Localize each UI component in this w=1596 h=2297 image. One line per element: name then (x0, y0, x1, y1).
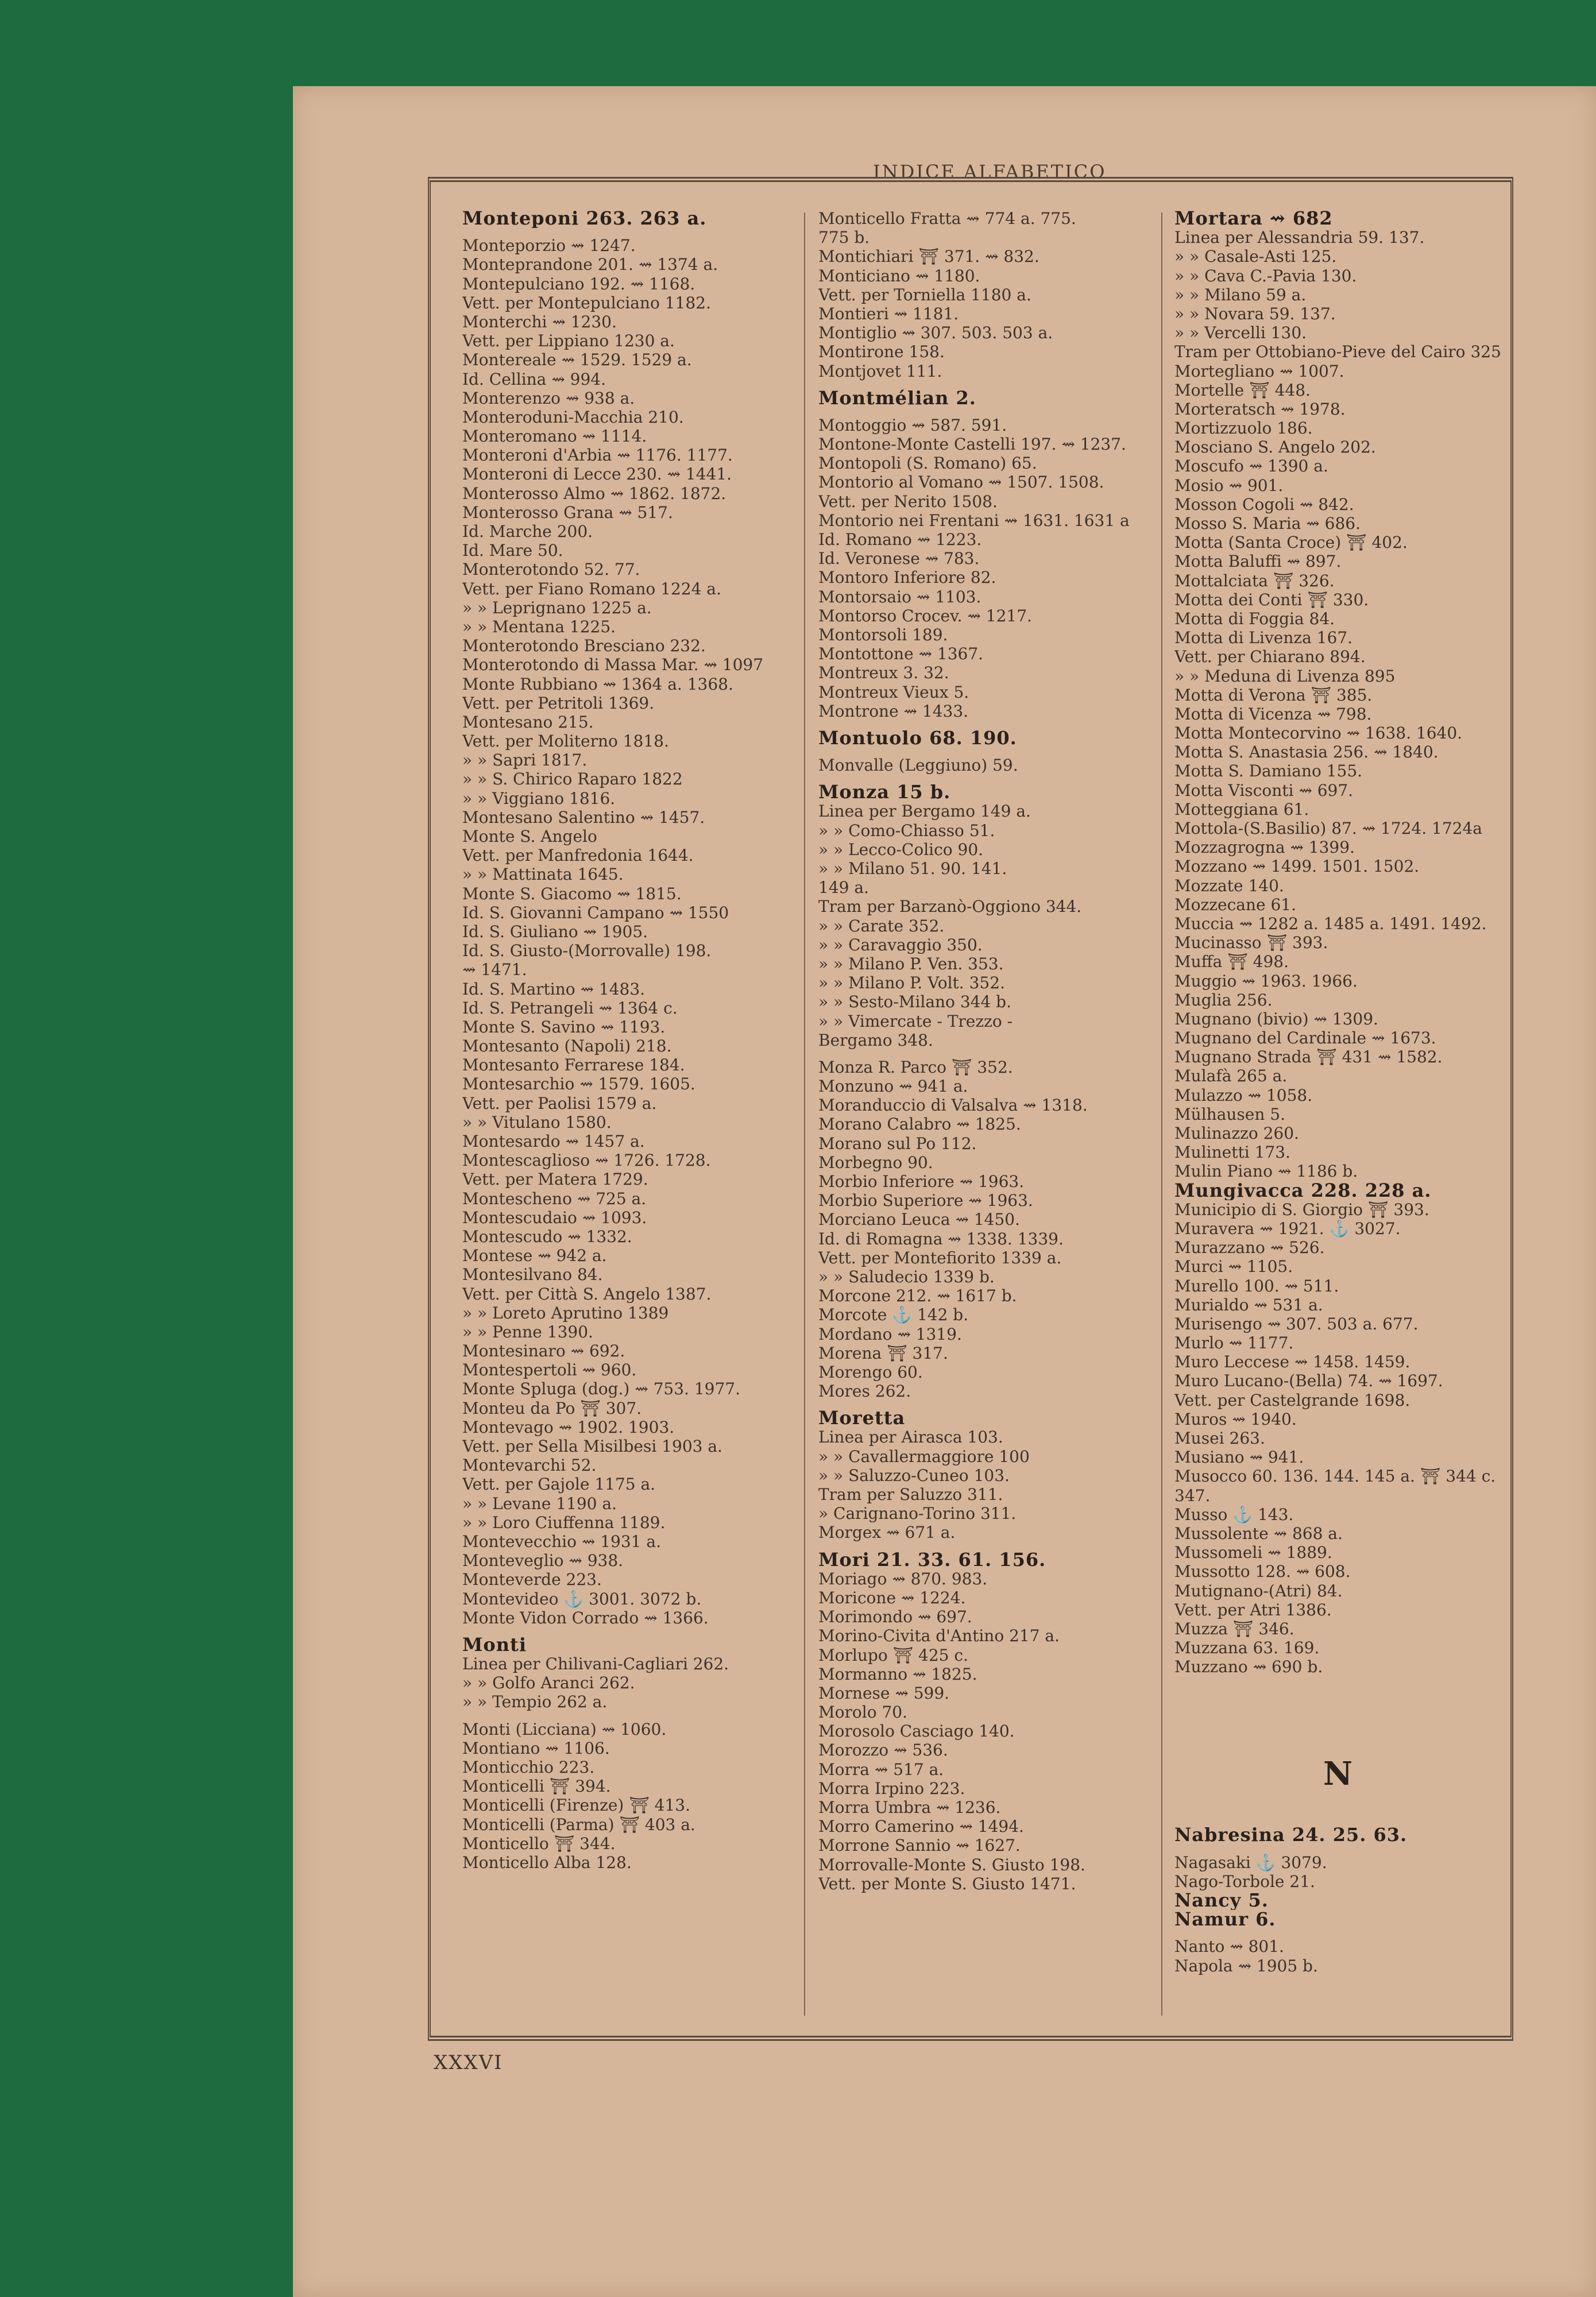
index-entry: Nagasaki ⚓ 3079. (1174, 1853, 1327, 1872)
index-entry: Montoggio ⇝ 587. 591. (818, 415, 1007, 435)
index-entry: » » Levane 1190 a. (462, 1494, 617, 1513)
index-entry: Musocco 60. 136. 144. 145 a. ⛩ 344 c. (1174, 1467, 1496, 1486)
index-entry: Municipio di S. Giorgio ⛩ 393. (1174, 1200, 1429, 1219)
index-entry: Mussotto 128. ⇝ 608. (1174, 1562, 1351, 1581)
index-entry: Linea per Chilivani-Cagliari 262. (462, 1654, 729, 1674)
index-entry: Motta Visconti ⇝ 697. (1174, 780, 1354, 800)
index-entry: Mosciano S. Angelo 202. (1174, 438, 1376, 457)
index-entry: Vett. per Manfredonia 1644. (462, 846, 694, 865)
index-entry: Morciano Leuca ⇝ 1450. (818, 1210, 1021, 1229)
index-entry: Moranduccio di Valsalva ⇝ 1318. (818, 1096, 1088, 1115)
index-entry: Vett. per Nerito 1508. (818, 492, 998, 511)
index-entry: Montreux 3. 32. (818, 663, 949, 683)
index-entry: Mozzagrogna ⇝ 1399. (1174, 838, 1355, 857)
index-entry: Morgex ⇝ 671 a. (818, 1523, 956, 1542)
index-entry: Morbegno 90. (818, 1153, 933, 1172)
index-entry: Monticchio 223. (462, 1758, 595, 1777)
index-column-1 (462, 209, 763, 1872)
index-entry: Montepulciano 192. ⇝ 1168. (462, 274, 695, 293)
index-entry: Morena ⛩ 317. (818, 1343, 948, 1363)
index-entry: Napola ⇝ 1905 b. (1174, 1956, 1318, 1975)
index-entry: Vett. per Moliterno 1818. (462, 732, 669, 751)
index-entry: Montjovet 111. (818, 361, 942, 381)
index-entry: Vett. per Lippiano 1230 a. (462, 331, 675, 351)
index-entry: Motta Baluffi ⇝ 897. (1174, 552, 1342, 571)
index-entry: Mutignano-(Atri) 84. (1174, 1581, 1343, 1600)
index-entry: Montescaglioso ⇝ 1726. 1728. (462, 1151, 711, 1170)
index-entry: Id. Mare 50. (462, 541, 563, 560)
index-entry: Mülhausen 5. (1174, 1104, 1286, 1124)
index-entry: » » Como-Chiasso 51. (818, 821, 995, 840)
spacer (818, 775, 1130, 783)
index-entry: Linea per Airasca 103. (818, 1428, 1003, 1447)
index-entry: Mulinazzo 260. (1174, 1124, 1299, 1143)
index-entry: Monticelli (Parma) ⛩ 403 a. (462, 1815, 695, 1834)
spacer (1174, 1845, 1501, 1853)
index-entry: Motta di Verona ⛩ 385. (1174, 685, 1373, 705)
index-entry: Montreux Vieux 5. (818, 682, 969, 702)
index-entry: Montescheno ⇝ 725 a. (462, 1189, 647, 1208)
index-entry: Motteggiana 61. (1174, 799, 1309, 819)
index-entry: Monte S. Angelo (462, 827, 597, 846)
index-entry: Monteporzio ⇝ 1247. (462, 236, 636, 256)
index-entry: Monticelli ⛩ 394. (462, 1777, 611, 1796)
index-entry: Mulin Piano ⇝ 1186 b. (1174, 1162, 1358, 1181)
index-entry: Nago-Torbole 21. (1174, 1871, 1315, 1891)
index-entry: Montesano Salentino ⇝ 1457. (462, 807, 705, 827)
index-entry: Montoro Inferiore 82. (818, 568, 996, 587)
index-entry: Mugnano Strada ⛩ 431 ⇝ 1582. (1174, 1047, 1443, 1067)
index-heading: Montuolo 68. 190. (818, 728, 1017, 748)
index-entry: Monticello Alba 128. (462, 1853, 632, 1872)
index-entry: » » Mentana 1225. (462, 617, 616, 636)
index-entry: Montrone ⇝ 1433. (818, 701, 969, 721)
index-entry: Monticelli (Firenze) ⛩ 413. (462, 1796, 691, 1815)
index-entry: Monte Rubbiano ⇝ 1364 a. 1368. (462, 674, 733, 694)
index-entry: » » Milano P. Volt. 352. (818, 973, 1005, 993)
index-entry: Monterchi ⇝ 1230. (462, 312, 617, 331)
index-entry: Morra Umbra ⇝ 1236. (818, 1798, 1001, 1817)
spacer (818, 1050, 1130, 1058)
index-entry: Montescudaio ⇝ 1093. (462, 1208, 647, 1227)
spacer (818, 1401, 1130, 1409)
index-entry: Montorso Crocev. ⇝ 1217. (818, 606, 1032, 625)
index-entry: Morino-Civita d'Antino 217 a. (818, 1626, 1060, 1646)
index-entry: Montescudo ⇝ 1332. (462, 1227, 632, 1246)
index-entry: Morozzo ⇝ 536. (818, 1741, 948, 1760)
index-entry: Id. Romano ⇝ 1223. (818, 530, 982, 549)
index-entry: » » Milano 51. 90. 141. (818, 859, 1007, 878)
index-entry: Mortelle ⛩ 448. (1174, 380, 1311, 400)
index-entry: » » Vimercate - Trezzo - (818, 1011, 1013, 1031)
index-entry: » » Carate 352. (818, 916, 945, 935)
index-entry: Montesardo ⇝ 1457 a. (462, 1132, 645, 1151)
spacer (818, 1542, 1130, 1550)
index-entry: Motta S. Damiano 155. (1174, 761, 1363, 781)
column-divider (1161, 212, 1162, 2016)
index-entry: Montirone 158. (818, 342, 945, 362)
index-entry: Muccia ⇝ 1282 a. 1485 a. 1491. 1492. (1174, 914, 1487, 933)
index-entry: ⇝ 1471. (462, 960, 527, 980)
index-entry: » » Milano P. Ven. 353. (818, 954, 1004, 973)
index-entry: Monteveglio ⇝ 938. (462, 1551, 624, 1571)
index-entry: Morbio Superiore ⇝ 1963. (818, 1191, 1033, 1211)
index-entry: Linea per Bergamo 149 a. (818, 802, 1031, 821)
index-entry: Murci ⇝ 1105. (1174, 1257, 1293, 1277)
index-heading: Moretta (818, 1409, 906, 1428)
index-entry: Morrone Sannio ⇝ 1627. (818, 1836, 1021, 1855)
index-entry: Morlupo ⛩ 425 c. (818, 1645, 968, 1665)
index-entry: Motta di Livenza 167. (1174, 628, 1353, 648)
index-entry: Murlo ⇝ 1177. (1174, 1333, 1294, 1353)
index-entry: » » Penne 1390. (462, 1322, 593, 1341)
index-entry: Id. Veronese ⇝ 783. (818, 549, 980, 569)
index-entry: Morimondo ⇝ 697. (818, 1607, 972, 1627)
index-entry: Morcone 212. ⇝ 1617 b. (818, 1286, 1017, 1306)
index-entry: Morano sul Po 112. (818, 1134, 977, 1153)
index-entry: Morro Camerino ⇝ 1494. (818, 1817, 1024, 1836)
index-entry: Mortizzuolo 186. (1174, 419, 1313, 438)
index-entry: Monzuno ⇝ 941 a. (818, 1077, 968, 1096)
index-entry: Mosio ⇝ 901. (1174, 475, 1284, 495)
index-entry: Montesarchio ⇝ 1579. 1605. (462, 1074, 695, 1094)
index-entry: Muzza ⛩ 346. (1174, 1619, 1294, 1638)
index-entry: » » Sesto-Milano 344 b. (818, 992, 1011, 1012)
index-entry: Id. di Romagna ⇝ 1338. 1339. (818, 1229, 1064, 1248)
page-number: XXXVI (434, 2051, 503, 2074)
index-column-2 (818, 209, 1130, 1893)
index-entry: Montesano 215. (462, 712, 594, 732)
index-column-3 (1174, 209, 1501, 1975)
index-entry: Morosolo Casciago 140. (818, 1722, 1015, 1741)
index-entry: Mosson Cogoli ⇝ 842. (1174, 494, 1354, 514)
index-entry: Moriago ⇝ 870. 983. (818, 1569, 988, 1588)
index-entry: Montone-Monte Castelli 197. ⇝ 1237. (818, 435, 1126, 454)
index-entry: » » Mattinata 1645. (462, 865, 624, 884)
index-entry: Mugnano (bivio) ⇝ 1309. (1174, 1009, 1378, 1028)
index-entry: Motta di Foggia 84. (1174, 609, 1335, 628)
index-entry: Montieri ⇝ 1181. (818, 304, 959, 323)
spacer (1174, 1797, 1501, 1826)
index-entry: » Carignano-Torino 311. (818, 1504, 1017, 1523)
spacer (818, 408, 1130, 416)
index-entry: Vett. per Matera 1729. (462, 1170, 648, 1189)
index-entry: Monterotondo di Massa Mar. ⇝ 1097 (462, 655, 764, 675)
index-heading: Mortara ⇝ 682 (1174, 209, 1333, 229)
index-entry: Motta S. Anastasia 256. ⇝ 1840. (1174, 743, 1439, 762)
index-entry: Montesanto Ferrarese 184. (462, 1055, 685, 1075)
index-entry: Montespertoli ⇝ 960. (462, 1360, 637, 1380)
index-entry: » » Caravaggio 350. (818, 935, 983, 954)
index-entry: Monteverde 223. (462, 1570, 602, 1590)
index-entry: Montiglio ⇝ 307. 503. 503 a. (818, 323, 1053, 343)
spacer (462, 1627, 763, 1635)
index-entry: Monticiano ⇝ 1180. (818, 266, 980, 285)
column-divider (804, 212, 805, 2016)
index-entry: » » Cava C.-Pavia 130. (1174, 266, 1357, 285)
index-entry: Montorsoli 189. (818, 625, 948, 644)
index-entry: Muggio ⇝ 1963. 1966. (1174, 971, 1358, 991)
index-entry: Monti (Licciana) ⇝ 1060. (462, 1719, 667, 1739)
index-entry: Montevarchi 52. (462, 1456, 597, 1475)
index-entry: » » Lecco-Colico 90. (818, 840, 984, 859)
index-entry: Id. S. Giusto-(Morrovalle) 198. (462, 941, 712, 961)
index-entry: » » Tempio 262 a. (462, 1692, 608, 1712)
index-entry: » » Casale-Asti 125. (1174, 247, 1337, 266)
index-entry: Mugnano del Cardinale ⇝ 1673. (1174, 1028, 1436, 1048)
spacer (818, 721, 1130, 729)
index-entry: Monte Vidon Corrado ⇝ 1366. (462, 1608, 709, 1627)
index-heading: Mungivacca 228. 228 a. (1174, 1181, 1432, 1200)
index-entry: Monza R. Parco ⛩ 352. (818, 1057, 1013, 1077)
index-entry: » » S. Chirico Raparo 1822 (462, 769, 683, 789)
index-entry: » » Saluzzo-Cuneo 103. (818, 1465, 1010, 1485)
index-entry: Muros ⇝ 1940. (1174, 1409, 1297, 1429)
index-entry: Vett. per Castelgrande 1698. (1174, 1390, 1410, 1410)
index-entry: Monvalle (Leggiuno) 59. (818, 756, 1018, 775)
index-entry: » » Saludecio 1339 b. (818, 1267, 995, 1286)
index-entry: Monteromano ⇝ 1114. (462, 427, 647, 446)
index-entry: Monte Spluga (dog.) ⇝ 753. 1977. (462, 1379, 741, 1399)
index-entry: Monterosso Almo ⇝ 1862. 1872. (462, 484, 726, 503)
index-entry: Montevago ⇝ 1902. 1903. (462, 1417, 675, 1437)
index-entry: » » Vitulano 1580. (462, 1112, 612, 1132)
index-entry: Mussomeli ⇝ 1889. (1174, 1543, 1332, 1563)
index-entry: Id. S. Petrangeli ⇝ 1364 c. (462, 998, 678, 1018)
page-header: INDICE ALFABETICO (873, 161, 1107, 183)
index-heading: Nancy 5. (1174, 1891, 1269, 1911)
spacer (462, 1712, 763, 1720)
index-heading: Montmélian 2. (818, 388, 976, 408)
index-entry: Vett. per Atri 1386. (1174, 1600, 1332, 1619)
index-entry: 149 a. (818, 878, 869, 898)
index-entry: Vett. per Montepulciano 1182. (462, 293, 711, 312)
index-heading: Monteponi 263. 263 a. (462, 209, 707, 229)
index-entry: Tram per Ottobiano-Pieve del Cairo 325 (1174, 342, 1501, 362)
index-entry: Id. Cellina ⇝ 994. (462, 369, 606, 389)
index-entry: » » Loreto Aprutino 1389 (462, 1303, 669, 1322)
index-entry: Musiano ⇝ 941. (1174, 1448, 1304, 1467)
index-entry: Monteroduni-Macchia 210. (462, 407, 684, 427)
index-entry: Vett. per Chiarano 894. (1174, 647, 1366, 667)
index-entry: Murazzano ⇝ 526. (1174, 1238, 1325, 1258)
index-entry: Muffa ⛩ 498. (1174, 952, 1289, 972)
index-entry: » » Viggiano 1816. (462, 788, 616, 808)
index-entry: Vett. per Petritoli 1369. (462, 693, 655, 713)
spacer (818, 381, 1130, 389)
index-entry: Murialdo ⇝ 531 a. (1174, 1295, 1323, 1314)
index-heading: Mori 21. 33. 61. 156. (818, 1550, 1046, 1569)
index-entry: » » Cavallermaggiore 100 (818, 1447, 1030, 1466)
index-entry: Morbio Inferiore ⇝ 1963. (818, 1172, 1025, 1191)
index-entry: Monte S. Giacomo ⇝ 1815. (462, 884, 682, 903)
index-entry: Monterosso Grana ⇝ 517. (462, 502, 673, 522)
index-entry: Mornese ⇝ 599. (818, 1683, 950, 1703)
index-entry: Montesilvano 84. (462, 1265, 603, 1285)
index-entry: Monterotondo Bresciano 232. (462, 636, 706, 656)
index-entry: Montichiari ⛩ 371. ⇝ 832. (818, 247, 1039, 266)
index-entry: Mottola-(S.Basilio) 87. ⇝ 1724. 1724a (1174, 819, 1482, 838)
index-entry: Montopoli (S. Romano) 65. (818, 454, 1037, 473)
index-entry: Musso ⚓ 143. (1174, 1505, 1294, 1524)
index-entry: Monteu da Po ⛩ 307. (462, 1398, 642, 1418)
index-entry: Muro Leccese ⇝ 1458. 1459. (1174, 1352, 1410, 1372)
index-entry: Monticello Fratta ⇝ 774 a. 775. (818, 209, 1076, 228)
index-entry: Muzzano ⇝ 690 b. (1174, 1657, 1323, 1677)
index-entry: Vett. per Torniella 1180 a. (818, 285, 1031, 304)
index-entry: » » Milano 59 a. (1174, 285, 1307, 304)
index-entry: Muro Lucano-(Bella) 74. ⇝ 1697. (1174, 1371, 1443, 1391)
index-entry: Vett. per Paolisi 1579 a. (462, 1093, 657, 1113)
index-entry: Motta dei Conti ⛩ 330. (1174, 590, 1369, 609)
index-entry: » » Novara 59. 137. (1174, 304, 1336, 323)
index-entry: » » Meduna di Livenza 895 (1174, 666, 1396, 686)
index-entry: Nanto ⇝ 801. (1174, 1937, 1284, 1956)
index-entry: Mordano ⇝ 1319. (818, 1324, 962, 1344)
index-entry: Id. S. Giovanni Campano ⇝ 1550 (462, 903, 729, 922)
index-entry: Linea per Alessandria 59. 137. (1174, 228, 1425, 248)
index-entry: Vett. per Città S. Angelo 1387. (462, 1284, 712, 1304)
spacer (818, 748, 1130, 756)
index-entry: Mozzano ⇝ 1499. 1501. 1502. (1174, 857, 1420, 876)
index-entry: Bergamo 348. (818, 1030, 933, 1050)
index-entry: Morteratsch ⇝ 1978. (1174, 399, 1346, 419)
index-entry: Mulafà 265 a. (1174, 1066, 1288, 1086)
index-entry: Moscufo ⇝ 1390 a. (1174, 457, 1328, 476)
index-entry: Monteroni di Lecce 230. ⇝ 1441. (462, 465, 732, 484)
index-entry: Motta Montecorvino ⇝ 1638. 1640. (1174, 724, 1463, 743)
index-entry: Mortegliano ⇝ 1007. (1174, 361, 1344, 381)
index-heading: Namur 6. (1174, 1910, 1276, 1929)
index-entry: Monteroni d'Arbia ⇝ 1176. 1177. (462, 446, 733, 465)
index-entry: Vett. per Sella Misilbesi 1903 a. (462, 1437, 722, 1456)
spacer (1174, 1676, 1501, 1751)
index-entry: Morrovalle-Monte S. Giusto 198. (818, 1855, 1085, 1874)
index-entry: Vett. per Gajole 1175 a. (462, 1475, 656, 1494)
index-entry: Mussolente ⇝ 868 a. (1174, 1523, 1343, 1543)
index-entry: Mottalciata ⛩ 326. (1174, 571, 1335, 590)
index-entry: Morano Calabro ⇝ 1825. (818, 1115, 1021, 1134)
index-entry: Muravera ⇝ 1921. ⚓ 3027. (1174, 1219, 1401, 1238)
index-entry: Moricone ⇝ 1224. (818, 1588, 966, 1607)
index-entry: Morra Irpino 223. (818, 1778, 965, 1798)
index-entry: Montiano ⇝ 1106. (462, 1738, 610, 1758)
index-entry: Monte S. Savino ⇝ 1193. (462, 1017, 666, 1037)
index-entry: Tram per Saluzzo 311. (818, 1485, 1003, 1504)
index-entry: Muglia 256. (1174, 990, 1273, 1010)
index-entry: 347. (1174, 1486, 1211, 1505)
index-entry: » » Golfo Aranci 262. (462, 1673, 635, 1693)
index-entry: Vett. per Monte S. Giusto 1471. (818, 1874, 1076, 1893)
index-entry: Murisengo ⇝ 307. 503 a. 677. (1174, 1314, 1419, 1333)
index-entry: Murello 100. ⇝ 511. (1174, 1276, 1339, 1296)
index-entry: Monteprandone 201. ⇝ 1374 a. (462, 255, 718, 274)
index-entry: Id. S. Giuliano ⇝ 1905. (462, 922, 648, 941)
index-entry: » » Loro Ciuffenna 1189. (462, 1513, 666, 1532)
index-entry: » » Leprignano 1225 a. (462, 598, 652, 617)
index-entry: Mosso S. Maria ⇝ 686. (1174, 514, 1361, 533)
index-entry: Morra ⇝ 517 a. (818, 1760, 944, 1779)
index-entry: Montorio nei Frentani ⇝ 1631. 1631 a (818, 511, 1130, 530)
index-entry: Montesinaro ⇝ 692. (462, 1341, 625, 1361)
index-entry: Montese ⇝ 942 a. (462, 1246, 607, 1266)
index-entry: Morcote ⚓ 142 b. (818, 1305, 969, 1325)
index-entry: Muzzana 63. 169. (1174, 1638, 1320, 1658)
index-entry: Mulazzo ⇝ 1058. (1174, 1085, 1313, 1105)
index-entry: Morengo 60. (818, 1362, 923, 1382)
index-entry: Montevecchio ⇝ 1931 a. (462, 1532, 661, 1551)
index-entry: Montorsaio ⇝ 1103. (818, 587, 981, 606)
index-entry: Mucinasso ⛩ 393. (1174, 933, 1328, 953)
index-heading: Monti (462, 1635, 527, 1655)
index-heading: Nabresina 24. 25. 63. (1174, 1826, 1408, 1845)
index-heading: Monza 15 b. (818, 783, 951, 802)
index-entry: Morolo 70. (818, 1703, 908, 1722)
index-entry: » » Sapri 1817. (462, 751, 588, 770)
index-entry: Montesanto (Napoli) 218. (462, 1037, 672, 1056)
index-entry: Mozzate 140. (1174, 876, 1284, 895)
index-entry: Mores 262. (818, 1382, 911, 1401)
index-entry: Motta (Santa Croce) ⛩ 402. (1174, 533, 1408, 552)
index-entry: Motta di Vicenza ⇝ 798. (1174, 704, 1372, 724)
index-entry: » » Vercelli 130. (1174, 323, 1307, 343)
spacer (462, 228, 763, 236)
index-entry: Vett. per Fiano Romano 1224 a. (462, 579, 721, 598)
index-entry: Monticello ⛩ 344. (462, 1834, 616, 1853)
index-entry: Mozzecane 61. (1174, 895, 1297, 914)
index-entry: Montevideo ⚓ 3001. 3072 b. (462, 1589, 702, 1608)
index-entry: Monterenzo ⇝ 938 a. (462, 388, 635, 408)
index-entry: Monterotondo 52. 77. (462, 560, 640, 579)
index-entry: Musei 263. (1174, 1429, 1265, 1448)
index-entry: Vett. per Montefiorito 1339 a. (818, 1248, 1062, 1267)
section-letter: N (1323, 1755, 1353, 1793)
index-entry: Montottone ⇝ 1367. (818, 644, 984, 664)
index-entry: Mormanno ⇝ 1825. (818, 1664, 977, 1684)
index-entry: Id. Marche 200. (462, 522, 593, 541)
spacer (1174, 1929, 1501, 1937)
index-entry: Montereale ⇝ 1529. 1529 a. (462, 350, 692, 370)
index-entry: Montorio al Vomano ⇝ 1507. 1508. (818, 473, 1104, 492)
index-entry: Id. S. Martino ⇝ 1483. (462, 979, 646, 999)
index-entry: Tram per Barzanò-Oggiono 344. (818, 897, 1082, 917)
index-entry: 775 b. (818, 228, 870, 248)
index-entry: Mulinetti 173. (1174, 1143, 1290, 1162)
